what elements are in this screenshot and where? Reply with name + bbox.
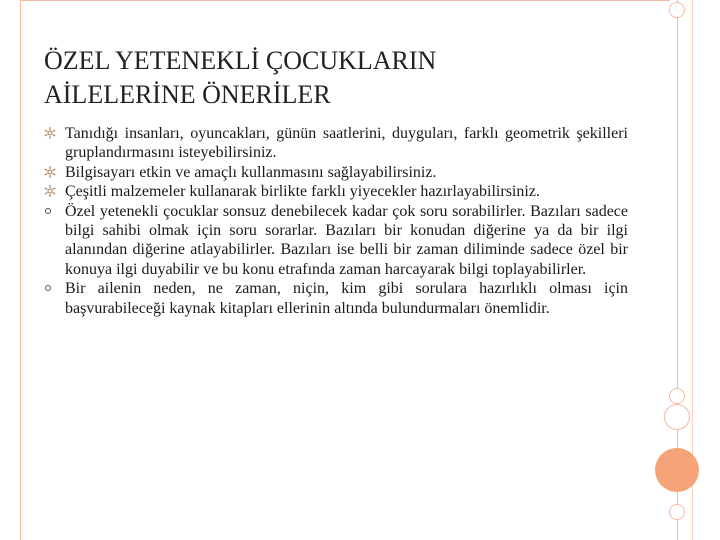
list-item <box>44 124 628 163</box>
circle-bullet-icon <box>45 285 51 291</box>
list-item <box>44 202 628 280</box>
list-item-text: Çeşitli malzemeler kullanarak birlikte farklı yiyecekler hazırlayabilirsiniz. <box>65 183 540 201</box>
list-item-text: Özel yetenekli çocuklar sonsuz denebilecek kadar çok soru sorabilirler. Bazıları sadece bilgi sahibi olmak için soru sorarlar. Bazıları bir konudan diğerine ya da bir ilgi alanından diğerine atlayabilirler. Bazıları ise belli bir zaman diliminde sadece özel bir konuya ilgi duyabilir ve bu konu etrafında zaman harcayarak bilgi toplayabilirler. <box>65 202 628 278</box>
circle-bullet-icon <box>45 208 51 214</box>
ornament-bullet-icon <box>44 126 56 140</box>
ornament-bullet-icon <box>44 165 56 179</box>
list-item-text: Bilgisayarı etkin ve amaçlı kullanmasını sağlayabilirsiniz. <box>65 163 437 181</box>
list-item <box>44 163 628 182</box>
frame-left-line <box>20 0 21 540</box>
ornament-bullet-icon <box>44 184 56 198</box>
slide-title <box>44 44 644 112</box>
list-item-text: Tanıdığı insanları, oyuncakları, günün saatlerini, duyguları, farklı geometrik şekilleri gruplandırmasını isteyebilirsiniz. <box>65 125 628 162</box>
decor-circle-small <box>669 388 685 404</box>
bullet-list <box>44 124 628 318</box>
frame-top-line <box>20 0 670 1</box>
slide-title-line-1: ÖZEL YETENEKLİ ÇOCUKLARIN <box>44 46 437 75</box>
decor-circle-bottom <box>669 504 685 520</box>
decor-circle-medium <box>664 404 690 430</box>
slide-title-line-2: AİLELERİNE ÖNERİLER <box>44 80 331 109</box>
decor-circle-top <box>669 2 685 18</box>
decor-circle-large <box>655 448 699 492</box>
list-item <box>44 279 628 318</box>
list-item <box>44 182 628 201</box>
list-item-text: Bir ailenin neden, ne zaman, niçin, kim gibi sorulara hazırlıklı olması için başvurabileceği kaynak kitapları ellerinin altında bulundurmaları önemlidir. <box>65 280 628 317</box>
